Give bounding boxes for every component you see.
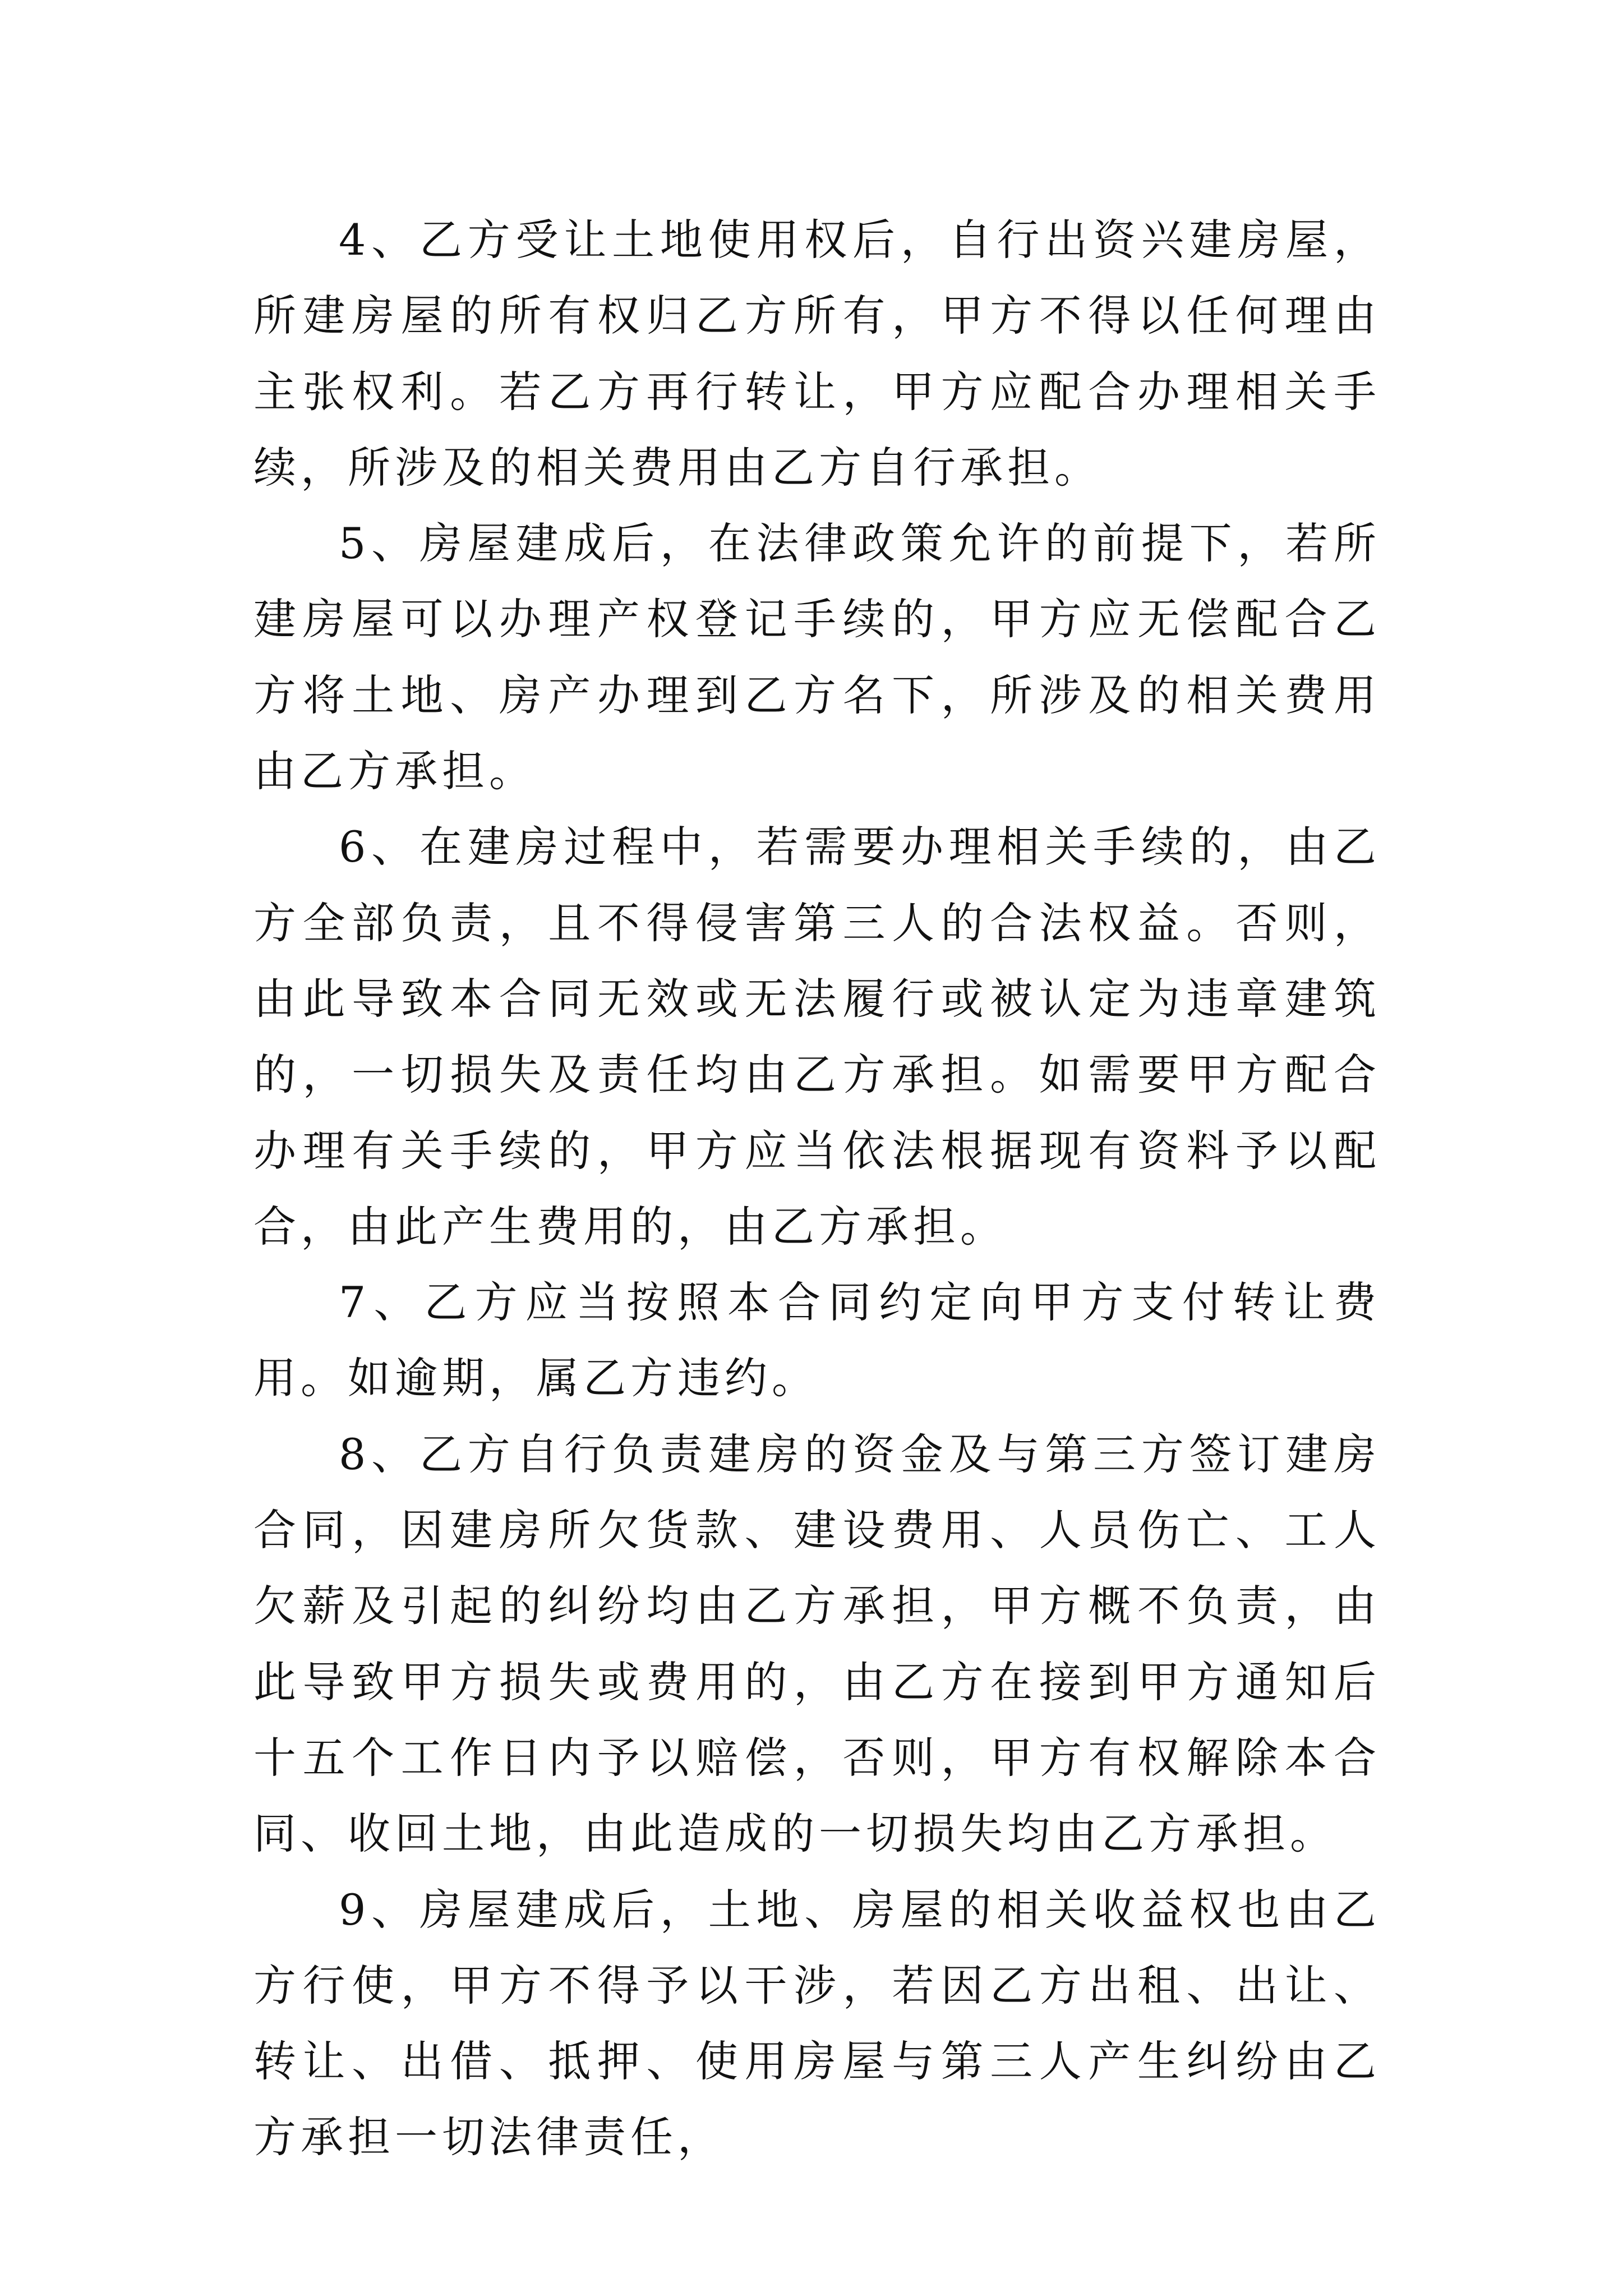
clause-8: 8、乙方自行负责建房的资金及与第三方签订建房合同，因建房所欠货款、建设费用、人员伤亡、工人欠薪及引起的纠纷均由乙方承担，甲方概不负责，由此导致甲方损失或费用的，由乙方在接到甲方通知后十五个工作日内予以赔偿，否则，甲方有权解除本合同、收回土地，由此造成的一切损失均由乙方承担。 — [253, 1429, 1381, 1859]
clause-7: 7、乙方应当按照本合同约定向甲方支付转让费用。如逾期，属乙方违约。 — [253, 1277, 1381, 1404]
clause-5: 5、房屋建成后，在法律政策允许的前提下，若所建房屋可以办理产权登记手续的，甲方应无偿配合乙方将土地、房产办理到乙方名下，所涉及的相关费用由乙方承担。 — [253, 518, 1381, 797]
clause-4: 4、乙方受让土地使用权后，自行出资兴建房屋，所建房屋的所有权归乙方所有，甲方不得以任何理由主张权利。若乙方再行转让，甲方应配合办理相关手续，所涉及的相关费用由乙方自行承担。 — [253, 215, 1381, 493]
contract-body — [253, 202, 1381, 2175]
clause-9: 9、房屋建成后，土地、房屋的相关收益权也由乙方行使，甲方不得予以干涉，若因乙方出租、出让、转让、出借、抵押、使用房屋与第三人产生纠纷由乙方承担一切法律责任， — [253, 1884, 1381, 2162]
clause-6: 6、在建房过程中，若需要办理相关手续的，由乙方全部负责，且不得侵害第三人的合法权益。否则，由此导致本合同无效或无法履行或被认定为违章建筑的，一切损失及责任均由乙方承担。如需要甲方配合办理有关手续的，甲方应当依法根据现有资料予以配合，由此产生费用的，由乙方承担。 — [253, 822, 1381, 1251]
